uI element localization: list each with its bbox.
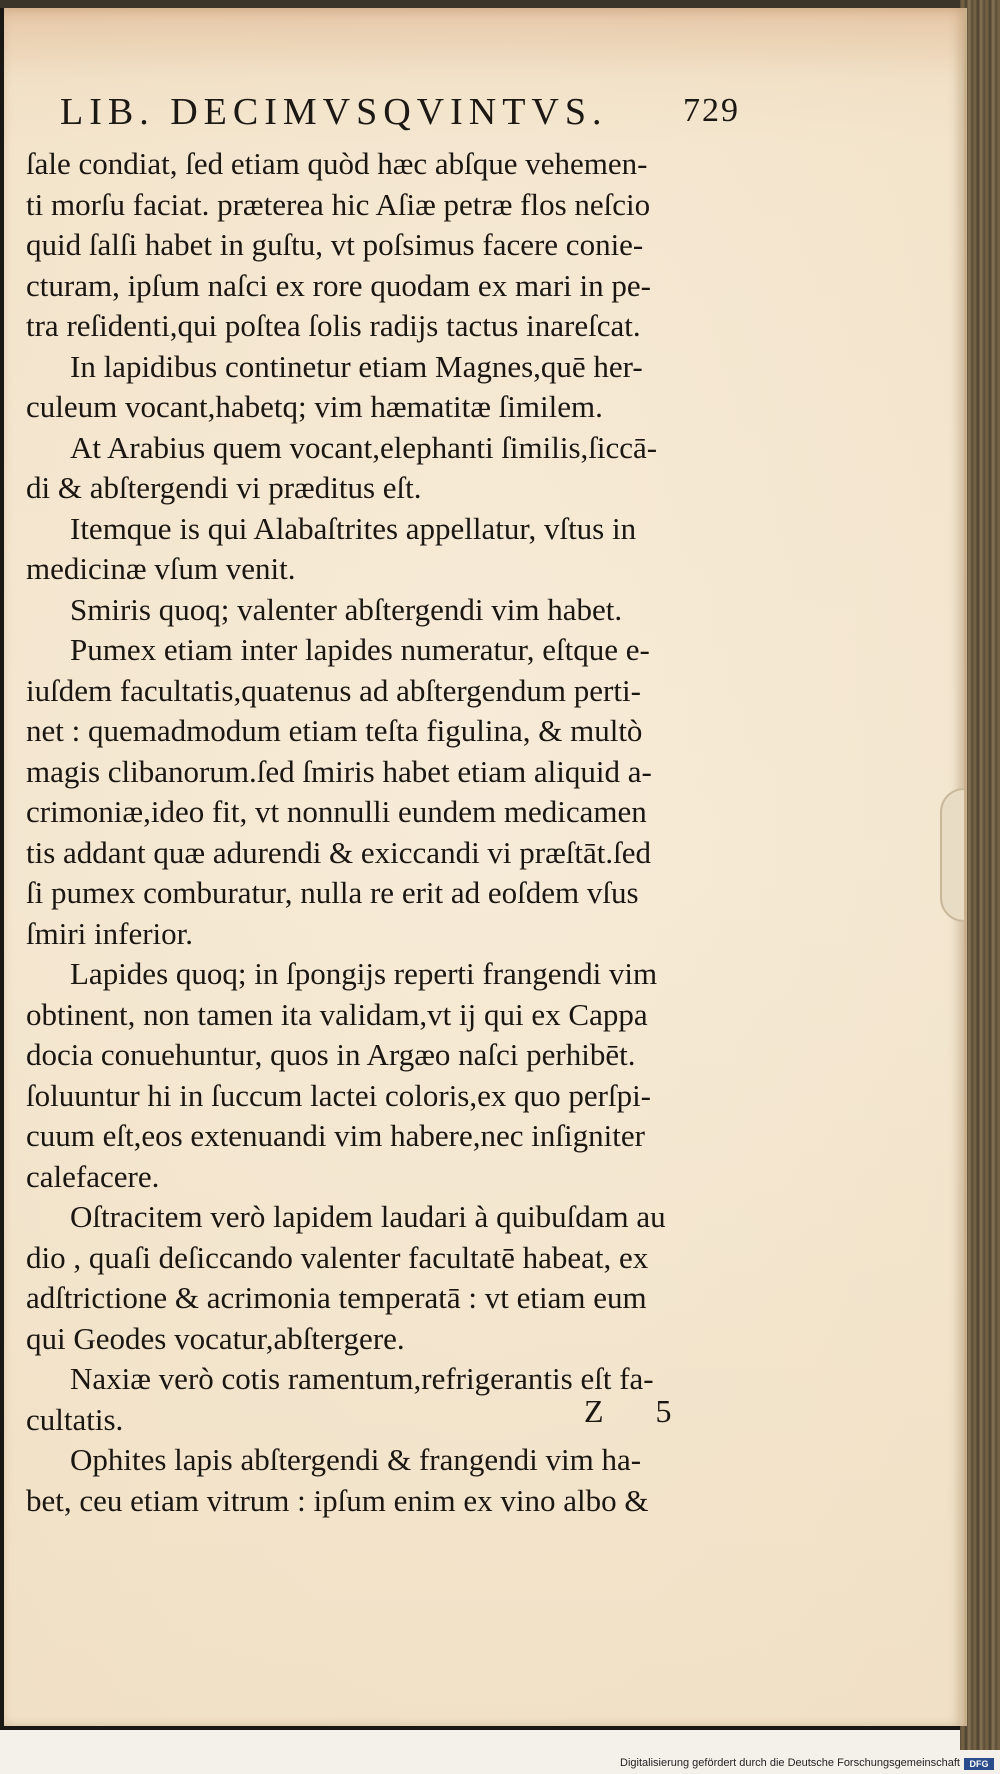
- clasp-mark: [940, 788, 964, 922]
- text-line: docia conuehuntur, quos in Argæo naſci perhibēt.: [26, 1037, 636, 1072]
- text-line: Lapides quoq; in ſpongijs reperti frangendi vim: [70, 956, 658, 991]
- text-line: di & abſtergendi vi præditus eſt.: [26, 470, 422, 505]
- text-line: Itemque is qui Alabaſtrites appellatur, vſtus in: [70, 510, 637, 546]
- text-line: Naxiæ verò cotis ramentum,refrigerantis eſt fa-: [70, 1361, 654, 1396]
- body-text: [26, 144, 766, 1521]
- text-line: ſale condiat, ſed etiam quòd hæc abſque vehemen-: [26, 146, 648, 181]
- text-line: ſoluuntur hi in ſuccum lactei coloris,ex quo perſpi-: [26, 1077, 652, 1113]
- footer-credit: Digitalisierung gefördert durch die Deutsche Forschungsgemeinschaft: [620, 1757, 960, 1769]
- text-line: ſi pumex comburatur, nulla re erit ad eoſdem vſus: [26, 875, 639, 910]
- text-line: qui Geodes vocatur,abſtergere.: [26, 1320, 405, 1356]
- text-line: ti morſu faciat. præterea hic Aſiæ petræ flos neſcio: [26, 186, 651, 222]
- text-line: magis clibanorum.ſed ſmiris habet etiam aliquid a-: [26, 753, 652, 789]
- text-line: quid ſalſi habet in guſtu, vt poſsimus facere conie-: [26, 227, 644, 262]
- text-line: Ophites lapis abſtergendi & frangendi vim ha-: [70, 1442, 642, 1477]
- text-line: calefacere.: [26, 1158, 160, 1194]
- text-line: iuſdem facultatis,quatenus ad abſtergendum perti-: [26, 672, 641, 708]
- text-line: At Arabius quem vocant,elephanti ſimilis,ſiccā-: [70, 429, 658, 465]
- text-line: obtinent, non tamen ita validam,vt ij qui ex Cappa: [26, 996, 648, 1032]
- running-title: LIB. DECIMVSQVINTVS.: [60, 91, 608, 133]
- book-page: [4, 8, 967, 1726]
- text-line: net : quemadmodum etiam teſta figulina, & multò: [26, 713, 643, 748]
- footer-bar: [0, 1756, 1000, 1774]
- text-line: Smiris quoq; valenter abſtergendi vim habet.: [70, 591, 623, 627]
- text-line: tis addant quæ adurendi & exiccandi vi præſtāt.ſed: [26, 834, 652, 870]
- text-line: dio , quaſi deſiccando valenter facultatē habeat, ex: [26, 1239, 649, 1275]
- page-header: [60, 90, 740, 146]
- text-line: Oſtracitem verò lapidem laudari à quibuſdam au: [70, 1199, 666, 1234]
- text-line: bet, ceu etiam vitrum : ipſum enim ex vino albo &: [26, 1482, 649, 1518]
- signature-mark: Z 5: [584, 1393, 694, 1429]
- text-line: tra reſidenti,qui poſtea ſolis radijs tactus inareſcat.: [26, 308, 641, 343]
- dfg-logo: DFG: [964, 1758, 994, 1770]
- text-line: culeum vocant,habetq; vim hæmatitæ ſimilem.: [26, 389, 603, 424]
- text-line: Pumex etiam inter lapides numeratur, eſtque e-: [70, 632, 650, 667]
- text-line: adſtrictione & acrimonia temperatā : vt etiam eum: [26, 1280, 647, 1315]
- text-line: crimoniæ,ideo fit, vt nonnulli eundem medicamen: [26, 794, 647, 829]
- text-line: cuum eſt,eos extenuandi vim habere,nec inſigniter: [26, 1118, 645, 1153]
- text-line: cturam, ipſum naſci ex rore quodam ex mari in pe-: [26, 267, 651, 303]
- text-line: medicinæ vſum venit.: [26, 551, 296, 586]
- text-line: cultatis.: [26, 1401, 124, 1437]
- page-number: 729: [683, 92, 740, 129]
- text-line: In lapidibus continetur etiam Magnes,quē her-: [70, 348, 643, 384]
- text-line: ſmiri inferior.: [26, 915, 194, 951]
